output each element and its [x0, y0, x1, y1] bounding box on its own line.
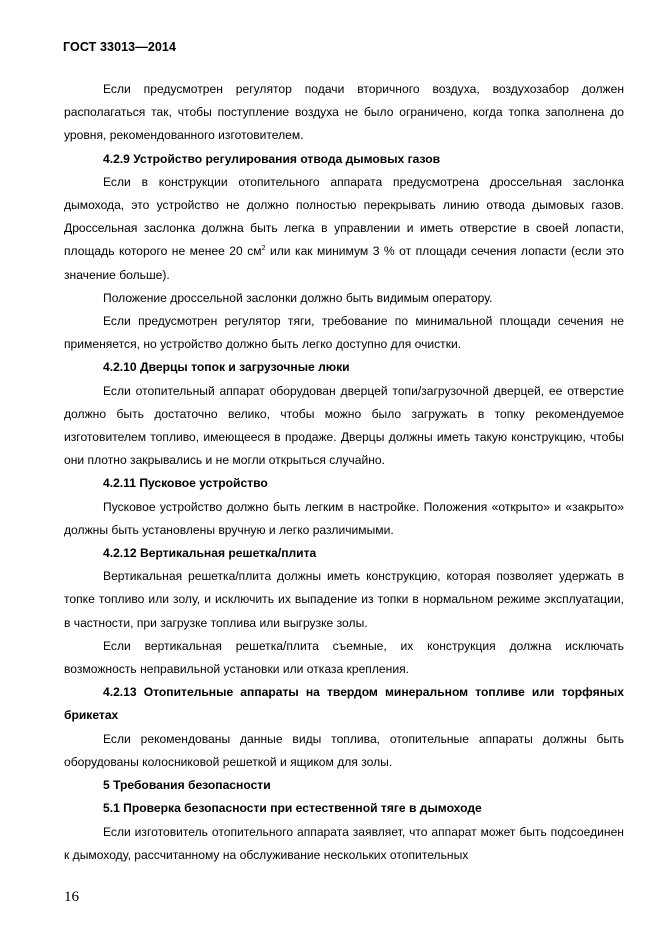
paragraph-text: Если в конструкции отопительного аппарата предусмотрена дроссельная заслонка дымохода, это устройство не должно полностью перекрывать линию отвода дымовых газов. Дроссельная заслонка должна быть легка в управлении и иметь отверстие в своей лопасти, площадь которого не менее 20 см — [64, 174, 624, 259]
section-heading-5: 5 Требования безопасности — [103, 778, 271, 793]
paragraph: Если рекомендованы данные виды топлива, отопительные аппараты должны быть оборудованы колосниковой решеткой и ящиком для золы. — [64, 731, 624, 769]
section-heading-5-1: 5.1 Проверка безопасности при естественной тяге в дымоходе — [103, 801, 482, 816]
section-heading-4-2-13: 4.2.13 Отопительные аппараты на твердом минеральном топливе или торфяных брикетах — [64, 685, 624, 723]
paragraph: Вертикальная решетка/плита должны иметь конструкцию, которая позволяет удержать в топке топливо или золу, и исключить их выпадение из топки в нормальном режиме эксплуатации, в частности, при загрузке топлива или выгрузке золы. — [64, 569, 624, 630]
page-number: 16 — [64, 889, 79, 905]
paragraph: Если предусмотрен регулятор тяги, требование по минимальной площади сечения не применяется, но устройство должно быть легко доступно для очистки. — [64, 314, 624, 352]
section-heading-4-2-12: 4.2.12 Вертикальная решетка/плита — [103, 546, 317, 561]
paragraph: Положение дроссельной заслонки должно быть видимым оператору. — [103, 290, 493, 305]
section-heading-4-2-9: 4.2.9 Устройство регулирования отвода дымовых газов — [103, 151, 441, 166]
section-heading-4-2-11: 4.2.11 Пусковое устройство — [103, 476, 268, 491]
document-header: ГОСТ 33013—2014 — [63, 40, 177, 54]
paragraph-text: или как минимум 3 % от площади сечения лопасти (если это значение больше). — [64, 244, 625, 282]
paragraph: Если предусмотрен регулятор подачи вторичного воздуха, воздухозабор должен располагаться так, чтобы поступление воздуха не было ограничено, когда топка заполнена до уровня, рекомендованного изготовителем. — [64, 82, 624, 143]
document-body — [64, 78, 624, 867]
paragraph: Если вертикальная решетка/плита съемные, их конструкция должна исключать возможность неправильной установки или отказа крепления. — [64, 638, 624, 677]
paragraph: Если изготовитель отопительного аппарата заявляет, что аппарат может быть подсоединен к дымоходу, рассчитанному на обслуживание нескольких отопительных — [64, 824, 624, 862]
section-heading-4-2-10: 4.2.10 Дверцы топок и загрузочные люки — [103, 360, 350, 375]
paragraph: Пусковое устройство должно быть легким в настройке. Положения «открыто» и «закрыто» должны быть установлены вручную и легко различимыми. — [64, 499, 624, 537]
paragraph: Если отопительный аппарат оборудован дверцей топи/загрузочной дверцей, ее отверстие должно быть достаточно велико, чтобы можно было загружать в топку рекомендуемое изготовителем топливо, имеющееся в продаже. Дверцы должны иметь такую конструкцию, чтобы они плотно закрывались и не могли открыться случайно. — [64, 383, 624, 468]
paragraph — [64, 171, 624, 287]
superscript: 2 — [261, 245, 266, 253]
